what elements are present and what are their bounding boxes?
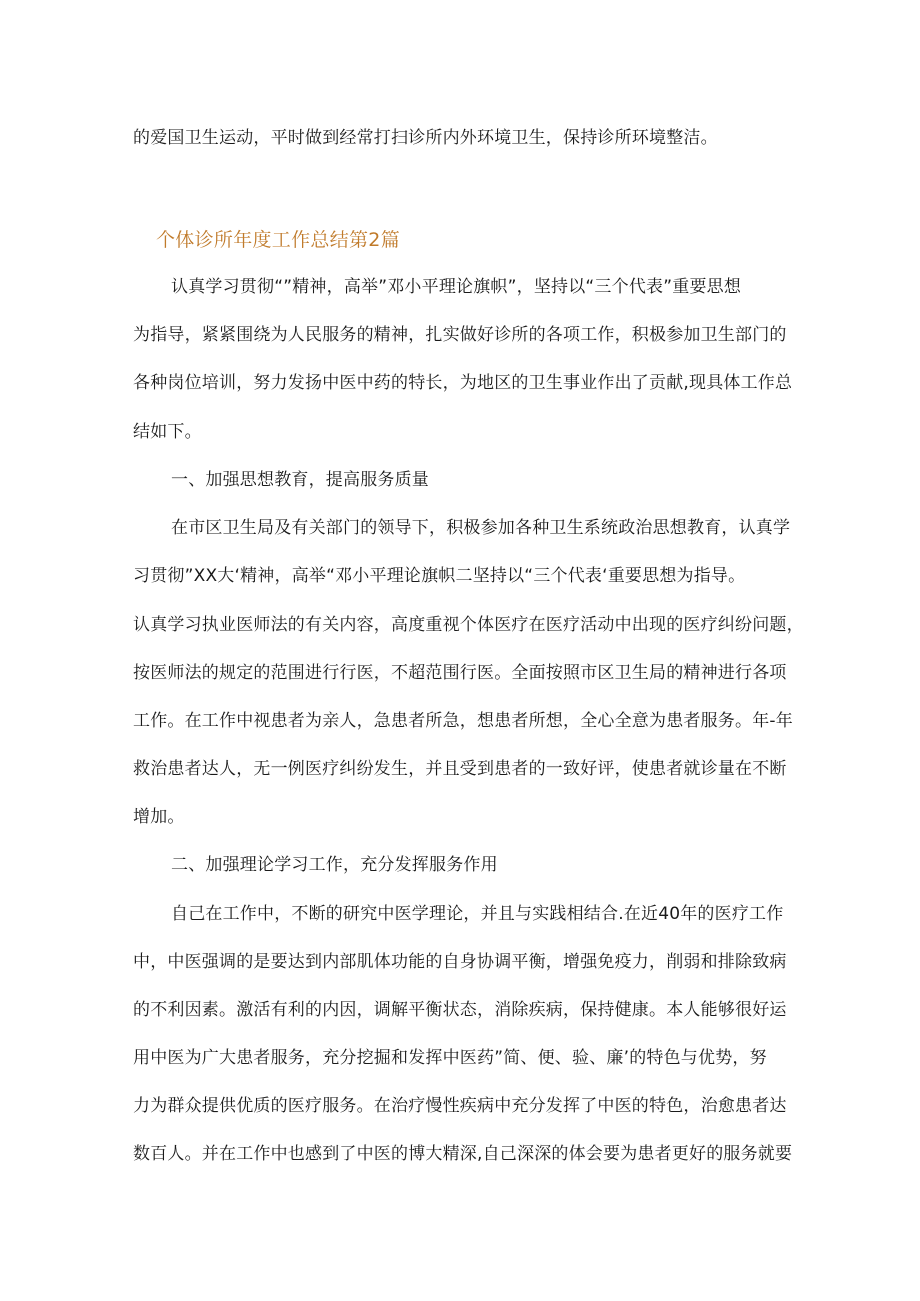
paragraph3-line-6: 数百人。并在工作中也感到了中医的博大精深,自己深深的体会要为患者更好的服务就要 bbox=[133, 1144, 793, 1164]
intro-line: 的爱国卫生运动，平时做到经常打扫诊所内外环境卫生，保持诊所环境整洁。 bbox=[133, 128, 718, 148]
paragraph3-line-5: 力为群众提供优质的医疗服务。在治疗慢性疾病中充分发挥了中医的特色，治愈患者达 bbox=[133, 1096, 787, 1116]
paragraph1-line-1: 认真学习贯彻“”精神，高举”邓小平理论旗帜”，坚持以“三个代表”重要思想 bbox=[171, 277, 742, 297]
paragraph2-line-2: 习贯彻”XX大‘精神，高举“邓小平理论旗帜二坚持以“三个代表‘重要思想为指导。 bbox=[133, 566, 746, 586]
section1-title: 一、加强思想教育，提高服务质量 bbox=[171, 470, 429, 490]
paragraph2-line-7: 增加。 bbox=[133, 807, 185, 827]
paragraph2-line-3: 认真学习执业医师法的有关内容，高度重视个体医疗在医疗活动中出现的医疗纠纷问题， bbox=[133, 615, 804, 635]
paragraph2-line-6: 救治患者达人，无一例医疗纠纷发生，并且受到患者的一致好评，使患者就诊量在不断 bbox=[133, 759, 787, 779]
paragraph1-line-4: 结如下。 bbox=[133, 422, 202, 442]
paragraph3-line-2: 中，中医强调的是要达到内部肌体功能的自身协调平衡，增强免疫力，削弱和排除致病 bbox=[133, 952, 787, 972]
paragraph1-line-2: 为指导，紧紧围绕为人民服务的精神，扎实做好诊所的各项工作，积极参加卫生部门的 bbox=[133, 325, 787, 345]
paragraph2-line-1: 在市区卫生局及有关部门的领导下，积极参加各种卫生系统政治思想教育，认真学 bbox=[171, 518, 791, 538]
paragraph3-line-3: 的不利因素。激活有利的内因，调解平衡状态，消除疾病，保持健康。本人能够很好运 bbox=[133, 1000, 787, 1020]
section-heading: 个体诊所年度工作总结第2篇 bbox=[156, 229, 400, 251]
paragraph3-line-4: 用中医为广大患者服务，充分挖掘和发挥中医药”简、便、验、廉’的特色与优势，努 bbox=[133, 1048, 767, 1068]
paragraph2-line-5: 工作。在工作中视患者为亲人，急患者所急，想患者所想，全心全意为患者服务。年-年 bbox=[133, 711, 793, 731]
section2-title: 二、加强理论学习工作，充分发挥服务作用 bbox=[171, 855, 498, 875]
paragraph2-line-4: 按医师法的规定的范围进行行医，不超范围行医。全面按照市区卫生局的精神进行各项 bbox=[133, 663, 787, 683]
paragraph3-line-1: 自己在工作中，不断的研究中医学理论，并且与实践相结合.在近40年的医疗工作 bbox=[171, 904, 784, 924]
paragraph1-line-3: 各种岗位培训，努力发扬中医中药的特长，为地区的卫生事业作出了贡献,现具体工作总 bbox=[133, 373, 793, 393]
